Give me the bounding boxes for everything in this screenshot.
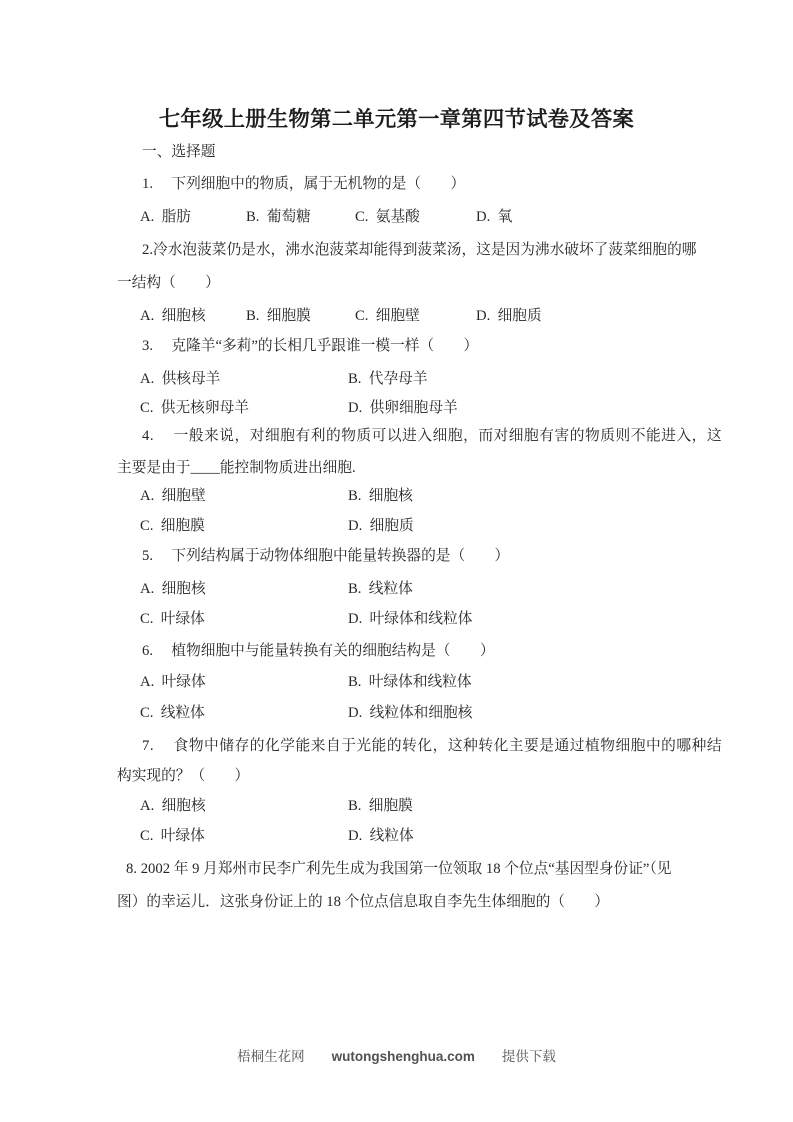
question-6-options-ab — [0, 672, 793, 692]
question-7-options-ab — [0, 796, 793, 816]
question-1-text: 1. 下列细胞中的物质，属于无机物的是（ ） — [142, 176, 466, 192]
question-3-option-c: C. 供无核卵母羊 — [140, 400, 249, 416]
question-2-option-b: B. 细胞膜 — [246, 308, 311, 324]
question-5-text: 5. 下列结构属于动物体细胞中能量转换器的是（ ） — [142, 548, 510, 564]
question-6-text: 6. 植物细胞中与能量转换有关的细胞结构是（ ） — [142, 643, 495, 659]
page-footer — [0, 1047, 793, 1067]
question-2-options — [0, 306, 793, 326]
question-1-option-a: A. 脂肪 — [140, 209, 191, 225]
question-7-option-c: C. 叶绿体 — [140, 828, 205, 844]
question-6-options-cd — [0, 703, 793, 723]
question-6-option-b: B. 叶绿体和线粒体 — [348, 674, 472, 690]
question-2-option-a: A. 细胞核 — [140, 308, 206, 324]
question-5-options-ab — [0, 579, 793, 599]
question-4-options-cd — [0, 516, 793, 536]
section-heading: 一、选择题 — [142, 144, 216, 160]
question-3-text: 3. 克隆羊“多莉”的长相几乎跟谁一模一样（ ） — [142, 338, 479, 354]
question-5-option-d: D. 叶绿体和线粒体 — [348, 611, 473, 627]
question-5-options-cd — [0, 609, 793, 629]
question-5-option-b: B. 线粒体 — [348, 581, 413, 597]
question-4-options-ab — [0, 486, 793, 506]
question-7-option-d: D. 线粒体 — [348, 828, 414, 844]
question-7-line2: 构实现的？（ ） — [117, 768, 250, 784]
page-title: 七年级上册生物第二单元第一章第四节试卷及答案 — [158, 107, 635, 131]
question-4-option-b: B. 细胞核 — [348, 488, 413, 504]
question-1-option-b: B. 葡萄糖 — [246, 209, 311, 225]
question-3-option-b: B. 代孕母羊 — [348, 371, 428, 387]
footer-download-note: 提供下载 — [501, 1049, 556, 1064]
question-7-line1: 7. 食物中储存的化学能来自于光能的转化，这种转化主要是通过植物细胞中的哪种结 — [142, 738, 723, 754]
question-2-line1: 2.冷水泡菠菜仍是水，沸水泡菠菜却能得到菠菜汤，这是因为沸水破坏了菠菜细胞的哪 — [142, 242, 697, 258]
question-6-option-c: C. 线粒体 — [140, 705, 205, 721]
question-1-option-c: C. 氨基酸 — [355, 209, 420, 225]
question-7-option-a: A. 细胞核 — [140, 798, 206, 814]
question-2-option-c: C. 细胞壁 — [355, 308, 420, 324]
question-7-option-b: B. 细胞膜 — [348, 798, 413, 814]
question-6-option-d: D. 线粒体和细胞核 — [348, 705, 473, 721]
question-4-option-c: C. 细胞膜 — [140, 518, 205, 534]
footer-site-url: wutongshenghua.com — [331, 1049, 475, 1064]
question-4-line2: 主要是由于____能控制物质进出细胞. — [117, 460, 356, 476]
question-1-option-d: D. 氧 — [476, 209, 513, 225]
question-3-option-a: A. 供核母羊 — [140, 371, 221, 387]
question-2-option-d: D. 细胞质 — [476, 308, 542, 324]
question-7-options-cd — [0, 826, 793, 846]
question-2-line2: 一结构（ ） — [117, 275, 220, 291]
question-1-options — [0, 207, 793, 227]
question-5-option-a: A. 细胞核 — [140, 581, 206, 597]
question-6-option-a: A. 叶绿体 — [140, 674, 206, 690]
question-3-options-ab — [0, 369, 793, 389]
footer-site-name: 梧桐生花网 — [237, 1049, 305, 1064]
question-5-option-c: C. 叶绿体 — [140, 611, 205, 627]
question-8-line1: 8. 2002 年 9 月郑州市民李广利先生成为我国第一位领取 18 个位点“基因型身份证”（见 — [126, 861, 672, 877]
question-8-line2: 图）的幸运儿．这张身份证上的 18 个位点信息取自李先生体细胞的（ ） — [117, 894, 610, 910]
question-3-option-d: D. 供卵细胞母羊 — [348, 400, 458, 416]
question-4-option-a: A. 细胞壁 — [140, 488, 206, 504]
question-3-options-cd — [0, 398, 793, 418]
question-4-line1: 4. 一般来说，对细胞有利的物质可以进入细胞，而对细胞有害的物质则不能进入，这 — [142, 428, 723, 444]
question-4-option-d: D. 细胞质 — [348, 518, 414, 534]
